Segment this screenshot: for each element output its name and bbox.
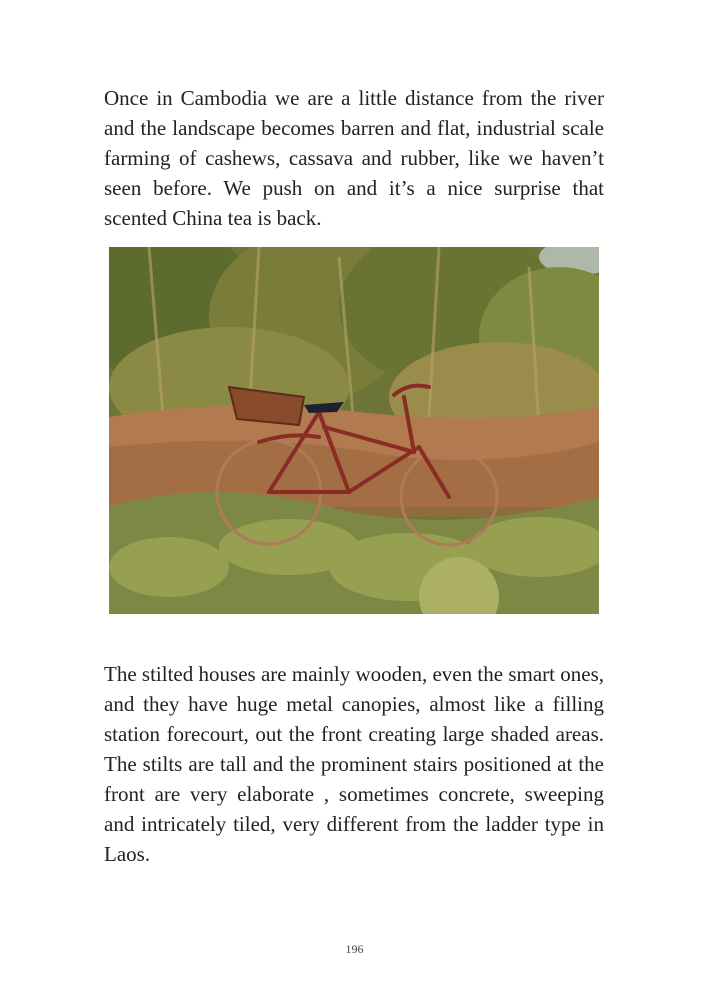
body-paragraph-2: The stilted houses are mainly wooden, even the smart ones, and they have huge metal canopies, almost like a filling station forecourt, out the front creating large shaded areas. The stilts are tall and the prominent stairs positioned at the front are very elaborate , sometimes concrete, sweeping and intricately tiled, very different from the ladder type in Laos.: [104, 662, 604, 866]
bicycle-photo: [109, 247, 599, 614]
page-number: 196: [345, 942, 364, 956]
body-paragraph-1: Once in Cambodia we are a little distance from the river and the landscape becomes barren and flat, industrial scale farming of cashews, cassava and rubber, like we haven’t seen before. We push on and it’s a nice surprise that scented China tea is back.: [104, 86, 604, 230]
red-bicycle-in-field-icon: [109, 247, 599, 614]
